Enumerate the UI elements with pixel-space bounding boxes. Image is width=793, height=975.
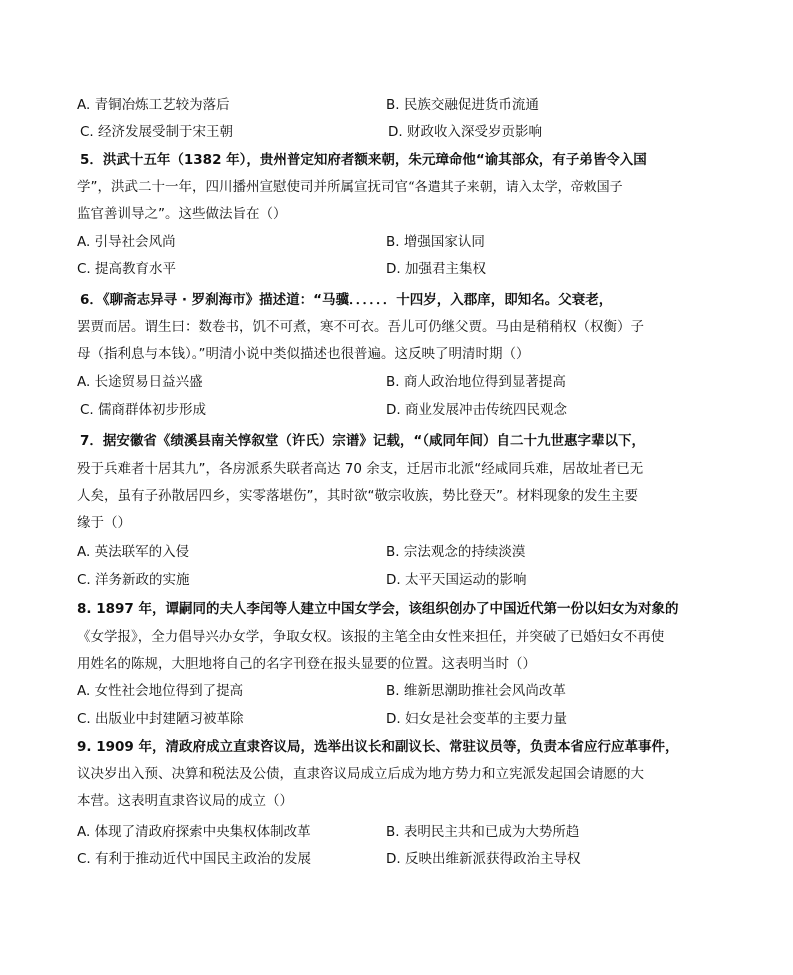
q7-option-d[interactable]: D. 太平天国运动的影响 [386, 572, 527, 588]
q9-options-row2 [0, 848, 793, 870]
q8-text-1: 8. 1897 年，谭嗣同的夫人李闰等人建立中国女学会，该组织创办了中国近代第一份以妇女为对象的 [77, 601, 679, 617]
q4-options-row1 [0, 94, 793, 116]
q5-stem-line1 [0, 149, 793, 171]
q6-text-3: 母（指利息与本钱）。”明清小说中类似描述也很普遍。这反映了明清时期（） [77, 346, 530, 362]
q9-text-3: 本营。这表明直隶咨议局的成立（） [77, 793, 293, 809]
q7-stem-line3 [0, 485, 793, 507]
q5-option-b[interactable]: B. 增强国家认同 [386, 234, 485, 250]
q5-option-d[interactable]: D. 加强君主集权 [386, 261, 486, 277]
q4-option-d[interactable]: D. 财政收入深受岁贡影响 [388, 124, 542, 140]
q6-text-2: 罢贾而居。谓生曰：数卷书，饥不可煮，寒不可衣。吾儿可仍继父贾。马由是稍稍权（权衡）子 [77, 319, 644, 335]
q8-stem-line2 [0, 626, 793, 648]
q6-option-d[interactable]: D. 商业发展冲击传统四民观念 [386, 402, 567, 418]
q6-option-c[interactable]: C. 儒商群体初步形成 [80, 402, 207, 418]
q9-text-1: 9. 1909 年，清政府成立直隶咨议局，选举出议长和副议长、常驻议员等，负责本省应行应革事件， [77, 739, 679, 755]
q8-text-3: 用姓名的陈规，大胆地将自己的名字刊登在报头显要的位置。这表明当时（） [77, 656, 536, 672]
q9-option-b[interactable]: B. 表明民主共和已成为大势所趋 [386, 824, 580, 840]
q5-text-3: 监官善训导之”。这些做法旨在（） [77, 206, 287, 222]
q5-text-2a: 学”，洪武二十一年，四川播州宣慰使司并所属宣抚司官 [77, 179, 408, 195]
q7-stem-line4 [0, 512, 793, 534]
q8-option-a[interactable]: A. 女性社会地位得到了提高 [77, 683, 244, 699]
q8-option-b[interactable]: B. 维新思潮助推社会风尚改革 [386, 683, 566, 699]
q7-option-b[interactable]: B. 宗法观念的持续淡漠 [386, 544, 526, 560]
q4-option-b[interactable]: B. 民族交融促进货币流通 [386, 97, 539, 113]
q8-stem-line1 [0, 598, 793, 620]
q8-option-d[interactable]: D. 妇女是社会变革的主要力量 [386, 711, 567, 727]
q9-stem-line1 [0, 736, 793, 758]
q7-stem-line2 [0, 458, 793, 480]
q7-option-c[interactable]: C. 洋务新政的实施 [77, 572, 190, 588]
q5-option-c[interactable]: C. 提高教育水平 [77, 261, 177, 277]
q6-text-1: 6．《聊斋志异寻 · 罗刹海市》描述道：“马骥．．．．．．十四岁，入郡庠，即知名。父衰老， [80, 292, 613, 308]
q5-stem-line2 [0, 176, 793, 198]
q5-options-row1 [0, 231, 793, 253]
q9-options-row1 [0, 821, 793, 843]
q7-options-row1 [0, 541, 793, 563]
q7-options-row2 [0, 569, 793, 591]
q9-option-c[interactable]: C. 有利于推动近代中国民主政治的发展 [77, 851, 312, 867]
q5-text-2b: “各遣其子来朝，请入太学，帝敕国子 [408, 180, 623, 195]
q9-text-2: 议决岁出入预、决算和税法及公债，直隶咨议局成立后成为地方势力和立宪派发起国会请愿的大 [77, 766, 644, 782]
q8-options-row1 [0, 680, 793, 702]
q7-text-4: 缘于（） [77, 515, 131, 531]
q7-text-3: 人矣，虽有子孙散居四乡，实零落堪伤”，其时欲“敬宗收族，势比登天”。材料现象的发生主要 [77, 488, 638, 504]
q5-text-2 [77, 176, 623, 199]
q7-text-2: 殁于兵难者十居其九”，各房派系失联者高达 70 余支，迁居市北派“经咸同兵难，居故址者已无 [77, 461, 644, 477]
q8-options-row2 [0, 708, 793, 730]
q9-stem-line2 [0, 763, 793, 785]
q7-text-1: 7．据安徽省《绩溪县南关惇叙堂（许氏）宗谱》记载，“（咸同年间）自二十九世惠字辈以下， [80, 433, 646, 449]
q9-option-a[interactable]: A. 体现了清政府探索中央集权体制改革 [77, 824, 311, 840]
q4-option-a[interactable]: A. 青铜冶炼工艺较为落后 [77, 97, 230, 113]
q7-option-a[interactable]: A. 英法联军的入侵 [77, 544, 190, 560]
q6-options-row2 [0, 399, 793, 421]
q6-stem-line3 [0, 343, 793, 365]
q8-option-c[interactable]: C. 出版业中封建陋习被革除 [77, 711, 244, 727]
q7-stem-line1 [0, 430, 793, 452]
q6-stem-line2 [0, 316, 793, 338]
q5-option-a[interactable]: A. 引导社会风尚 [77, 234, 176, 250]
q9-option-d[interactable]: D. 反映出维新派获得政治主导权 [386, 851, 581, 867]
q5-text-1: 5．洪武十五年（1382 年），贵州普定知府者额来朝，朱元璋命他“谕其部众，有子弟皆令入国 [80, 152, 647, 168]
q9-stem-line3 [0, 790, 793, 812]
q6-option-b[interactable]: B. 商人政治地位得到显著提高 [386, 374, 566, 390]
q6-option-a[interactable]: A. 长途贸易日益兴盛 [77, 374, 203, 390]
q5-options-row2 [0, 258, 793, 280]
q5-stem-line3 [0, 203, 793, 225]
q8-text-2: 《女学报》，全力倡导兴办女学，争取女权。该报的主笔全由女性来担任，并突破了已婚妇女不再使 [77, 629, 665, 645]
q8-stem-line3 [0, 653, 793, 675]
q6-options-row1 [0, 371, 793, 393]
q4-options-row2 [0, 121, 793, 143]
q4-option-c[interactable]: C. 经济发展受制于宋王朝 [80, 124, 234, 140]
q6-stem-line1 [0, 289, 793, 311]
